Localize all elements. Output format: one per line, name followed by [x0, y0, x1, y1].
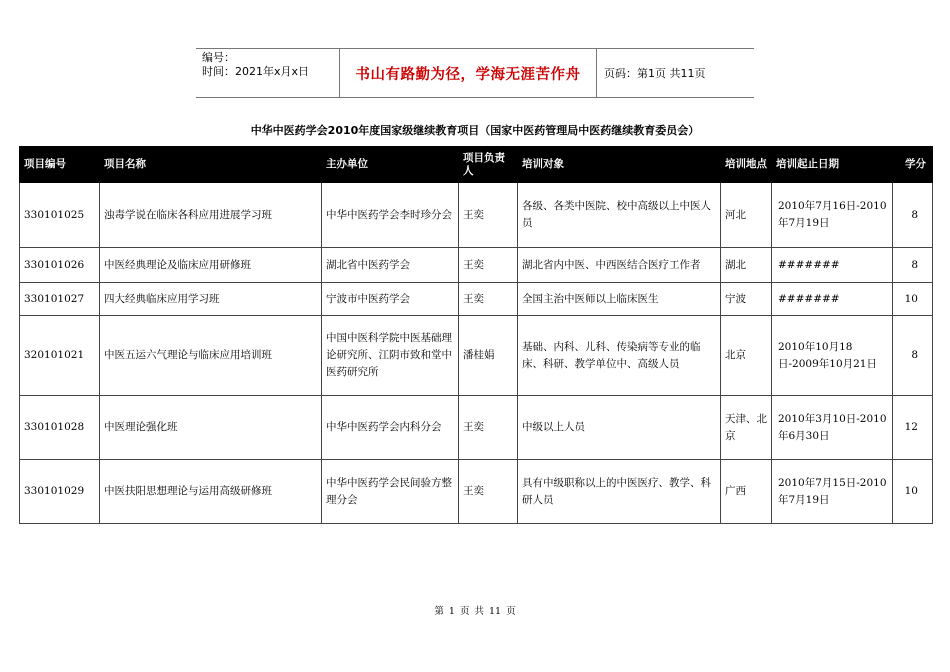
- cell-credit: 12: [893, 396, 933, 460]
- cell-organizer: 宁波市中医药学会: [322, 283, 459, 316]
- header-meta: [196, 49, 339, 97]
- cell-leader: 王奕: [459, 248, 518, 283]
- cell-organizer: 中华中医药学会李时珍分会: [322, 183, 459, 248]
- cell-dates: 2010年7月15日-2010年7月19日: [772, 460, 893, 524]
- projects-table: [19, 146, 933, 524]
- cell-location: 北京: [721, 316, 772, 396]
- cell-name: 中医经典理论及临床应用研修班: [100, 248, 322, 283]
- cell-organizer: 中华中医药学会民间验方整理分会: [322, 460, 459, 524]
- col-header-target: 培训对象: [518, 147, 721, 183]
- cell-target: 湖北省内中医、中西医结合医疗工作者: [518, 248, 721, 283]
- cell-organizer: 中华中医药学会内科分会: [322, 396, 459, 460]
- cell-location: 湖北: [721, 248, 772, 283]
- cell-target: 基础、内科、儿科、传染病等专业的临床、科研、教学单位中、高级人员: [518, 316, 721, 396]
- cell-target: 各级、各类中医院、校中高级以上中医人员: [518, 183, 721, 248]
- col-header-leader: 项目负责人: [459, 147, 518, 183]
- col-header-dates: 培训起止日期: [772, 147, 893, 183]
- cell-dates: #######: [772, 248, 893, 283]
- cell-name: 中医理论强化班: [100, 396, 322, 460]
- cell-name: 中医扶阳思想理论与运用高级研修班: [100, 460, 322, 524]
- cell-dates: #######: [772, 283, 893, 316]
- table-row: [20, 316, 933, 396]
- cell-name: 浊毒学说在临床各科应用进展学习班: [100, 183, 322, 248]
- cell-name: 四大经典临床应用学习班: [100, 283, 322, 316]
- table-row: [20, 396, 933, 460]
- cell-code: 330101028: [20, 396, 100, 460]
- cell-location: 宁波: [721, 283, 772, 316]
- cell-location: 河北: [721, 183, 772, 248]
- table-row: [20, 460, 933, 524]
- cell-code: 330101026: [20, 248, 100, 283]
- cell-code: 330101025: [20, 183, 100, 248]
- cell-location: 天津、北京: [721, 396, 772, 460]
- number-label: 编号：: [202, 51, 235, 64]
- cell-target: 全国主治中医师以上临床医生: [518, 283, 721, 316]
- table-row: [20, 183, 933, 248]
- col-header-location: 培训地点: [721, 147, 772, 183]
- page-header: [196, 48, 754, 98]
- cell-code: 330101029: [20, 460, 100, 524]
- header-motto: 书山有路勤为径，学海无涯苦作舟: [339, 49, 597, 97]
- footer-page-number: 第 1 页 共 11 页: [434, 606, 516, 617]
- cell-dates: 2010年7月16日-2010年7月19日: [772, 183, 893, 248]
- cell-credit: 8: [893, 316, 933, 396]
- cell-leader: 王奕: [459, 183, 518, 248]
- col-header-code: 项目编号: [20, 147, 100, 183]
- col-header-credit: 学分: [893, 147, 933, 183]
- cell-organizer: 湖北省中医药学会: [322, 248, 459, 283]
- col-header-organizer: 主办单位: [322, 147, 459, 183]
- cell-target: 具有中级职称以上的中医医疗、教学、科研人员: [518, 460, 721, 524]
- col-header-name: 项目名称: [100, 147, 322, 183]
- cell-credit: 10: [893, 460, 933, 524]
- cell-leader: 潘桂娟: [459, 316, 518, 396]
- cell-name: 中医五运六气理论与临床应用培训班: [100, 316, 322, 396]
- table-row: [20, 283, 933, 316]
- header-page-info: 页码：第1页 共11页: [604, 67, 706, 80]
- cell-organizer: 中国中医科学院中医基础理论研究所、江阴市致和堂中医药研究所: [322, 316, 459, 396]
- cell-credit: 8: [893, 248, 933, 283]
- table-row: [20, 248, 933, 283]
- cell-code: 330101027: [20, 283, 100, 316]
- cell-leader: 王奕: [459, 460, 518, 524]
- cell-credit: 10: [893, 283, 933, 316]
- table-header-row: [20, 147, 933, 183]
- cell-location: 广西: [721, 460, 772, 524]
- time-label: 时间：2021年x月x日: [202, 65, 310, 78]
- cell-dates: 2010年10月18日-2009年10月21日: [772, 316, 893, 396]
- cell-target: 中级以上人员: [518, 396, 721, 460]
- cell-credit: 8: [893, 183, 933, 248]
- cell-leader: 王奕: [459, 396, 518, 460]
- cell-leader: 王奕: [459, 283, 518, 316]
- document-title: 中华中医药学会2010年度国家级继续教育项目（国家中医药管理局中医药继续教育委员会）: [250, 124, 700, 137]
- cell-dates: 2010年3月10日-2010年6月30日: [772, 396, 893, 460]
- cell-code: 320101021: [20, 316, 100, 396]
